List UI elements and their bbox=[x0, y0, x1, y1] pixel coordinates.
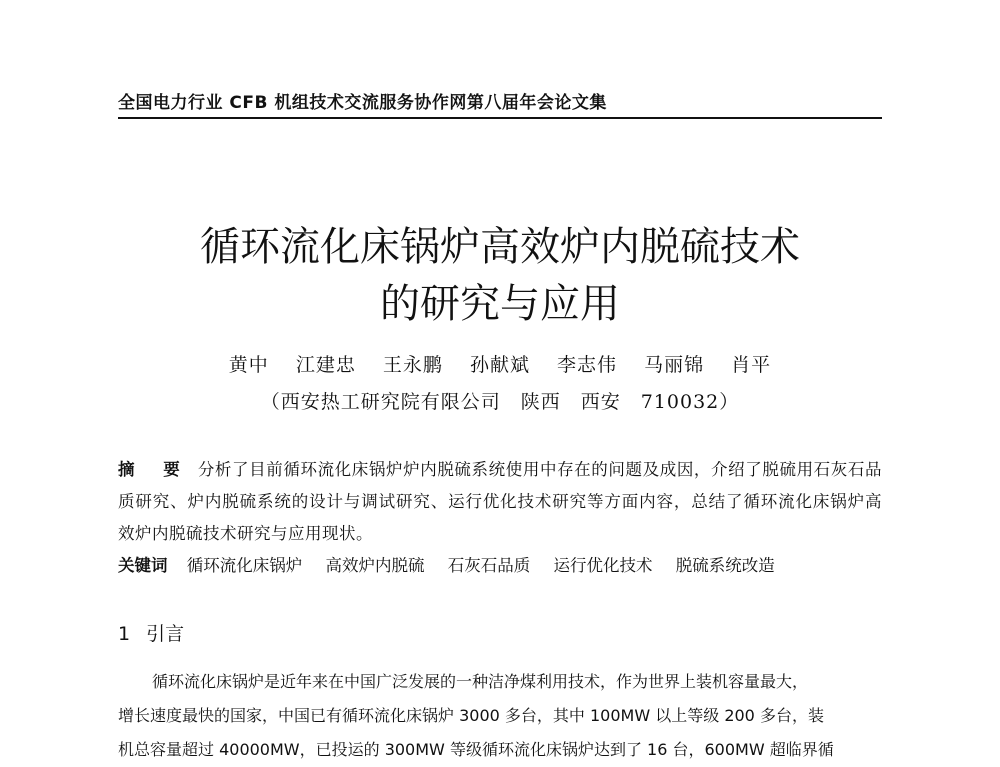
author-list bbox=[0, 350, 1000, 377]
keyword: 循环流化床锅炉 bbox=[186, 556, 303, 575]
body-line: 机总容量超过 40000MW，已投运的 300MW 等级循环流化床锅炉达到了 16 台，600MW 超临界循 bbox=[118, 740, 834, 759]
body-line: 增长速度最快的国家，中国已有循环流化床锅炉 3000 多台，其中 100MW 以上等级 200 多台，装 bbox=[118, 706, 824, 725]
author: 黄中 bbox=[228, 354, 269, 376]
running-header: 全国电力行业 CFB 机组技术交流服务协作网第八届年会论文集 bbox=[118, 93, 607, 113]
author: 李志伟 bbox=[557, 354, 618, 376]
section-heading bbox=[118, 619, 184, 646]
abstract-label: 摘 要 bbox=[118, 460, 186, 479]
body-paragraph bbox=[118, 665, 882, 767]
header-rule bbox=[118, 117, 882, 119]
author: 江建忠 bbox=[295, 354, 356, 376]
keyword: 脱硫系统改造 bbox=[675, 556, 775, 575]
keywords bbox=[118, 552, 882, 576]
author: 马丽锦 bbox=[644, 354, 705, 376]
paper-title-line-2: 的研究与应用 bbox=[380, 281, 620, 327]
body-line: 循环流化床锅炉是近年来在中国广泛发展的一种洁净煤利用技术，作为世界上装机容量最大， bbox=[152, 672, 809, 691]
paper-title-line-1: 循环流化床锅炉高效炉内脱硫技术 bbox=[200, 224, 800, 270]
keywords-label: 关键词 bbox=[118, 556, 168, 575]
keyword: 高效炉内脱硫 bbox=[325, 556, 425, 575]
keyword: 运行优化技术 bbox=[553, 556, 653, 575]
section-title: 引言 bbox=[146, 623, 185, 645]
abstract bbox=[118, 454, 882, 550]
author: 肖平 bbox=[731, 354, 772, 376]
keyword: 石灰石品质 bbox=[447, 556, 531, 575]
section-number: 1 bbox=[118, 623, 131, 645]
author: 孙献斌 bbox=[469, 354, 530, 376]
abstract-text: 分析了目前循环流化床锅炉炉内脱硫系统使用中存在的问题及成因，介绍了脱硫用石灰石品质研究、炉内脱硫系统的设计与调试研究、运行优化技术研究等方面内容，总结了循环流化床锅炉高效炉内脱硫技术研究与应用现状。 bbox=[118, 460, 883, 543]
author-affiliation: （西安热工研究院有限公司 陕西 西安 710032） bbox=[260, 391, 740, 413]
author: 王永鹏 bbox=[382, 354, 443, 376]
